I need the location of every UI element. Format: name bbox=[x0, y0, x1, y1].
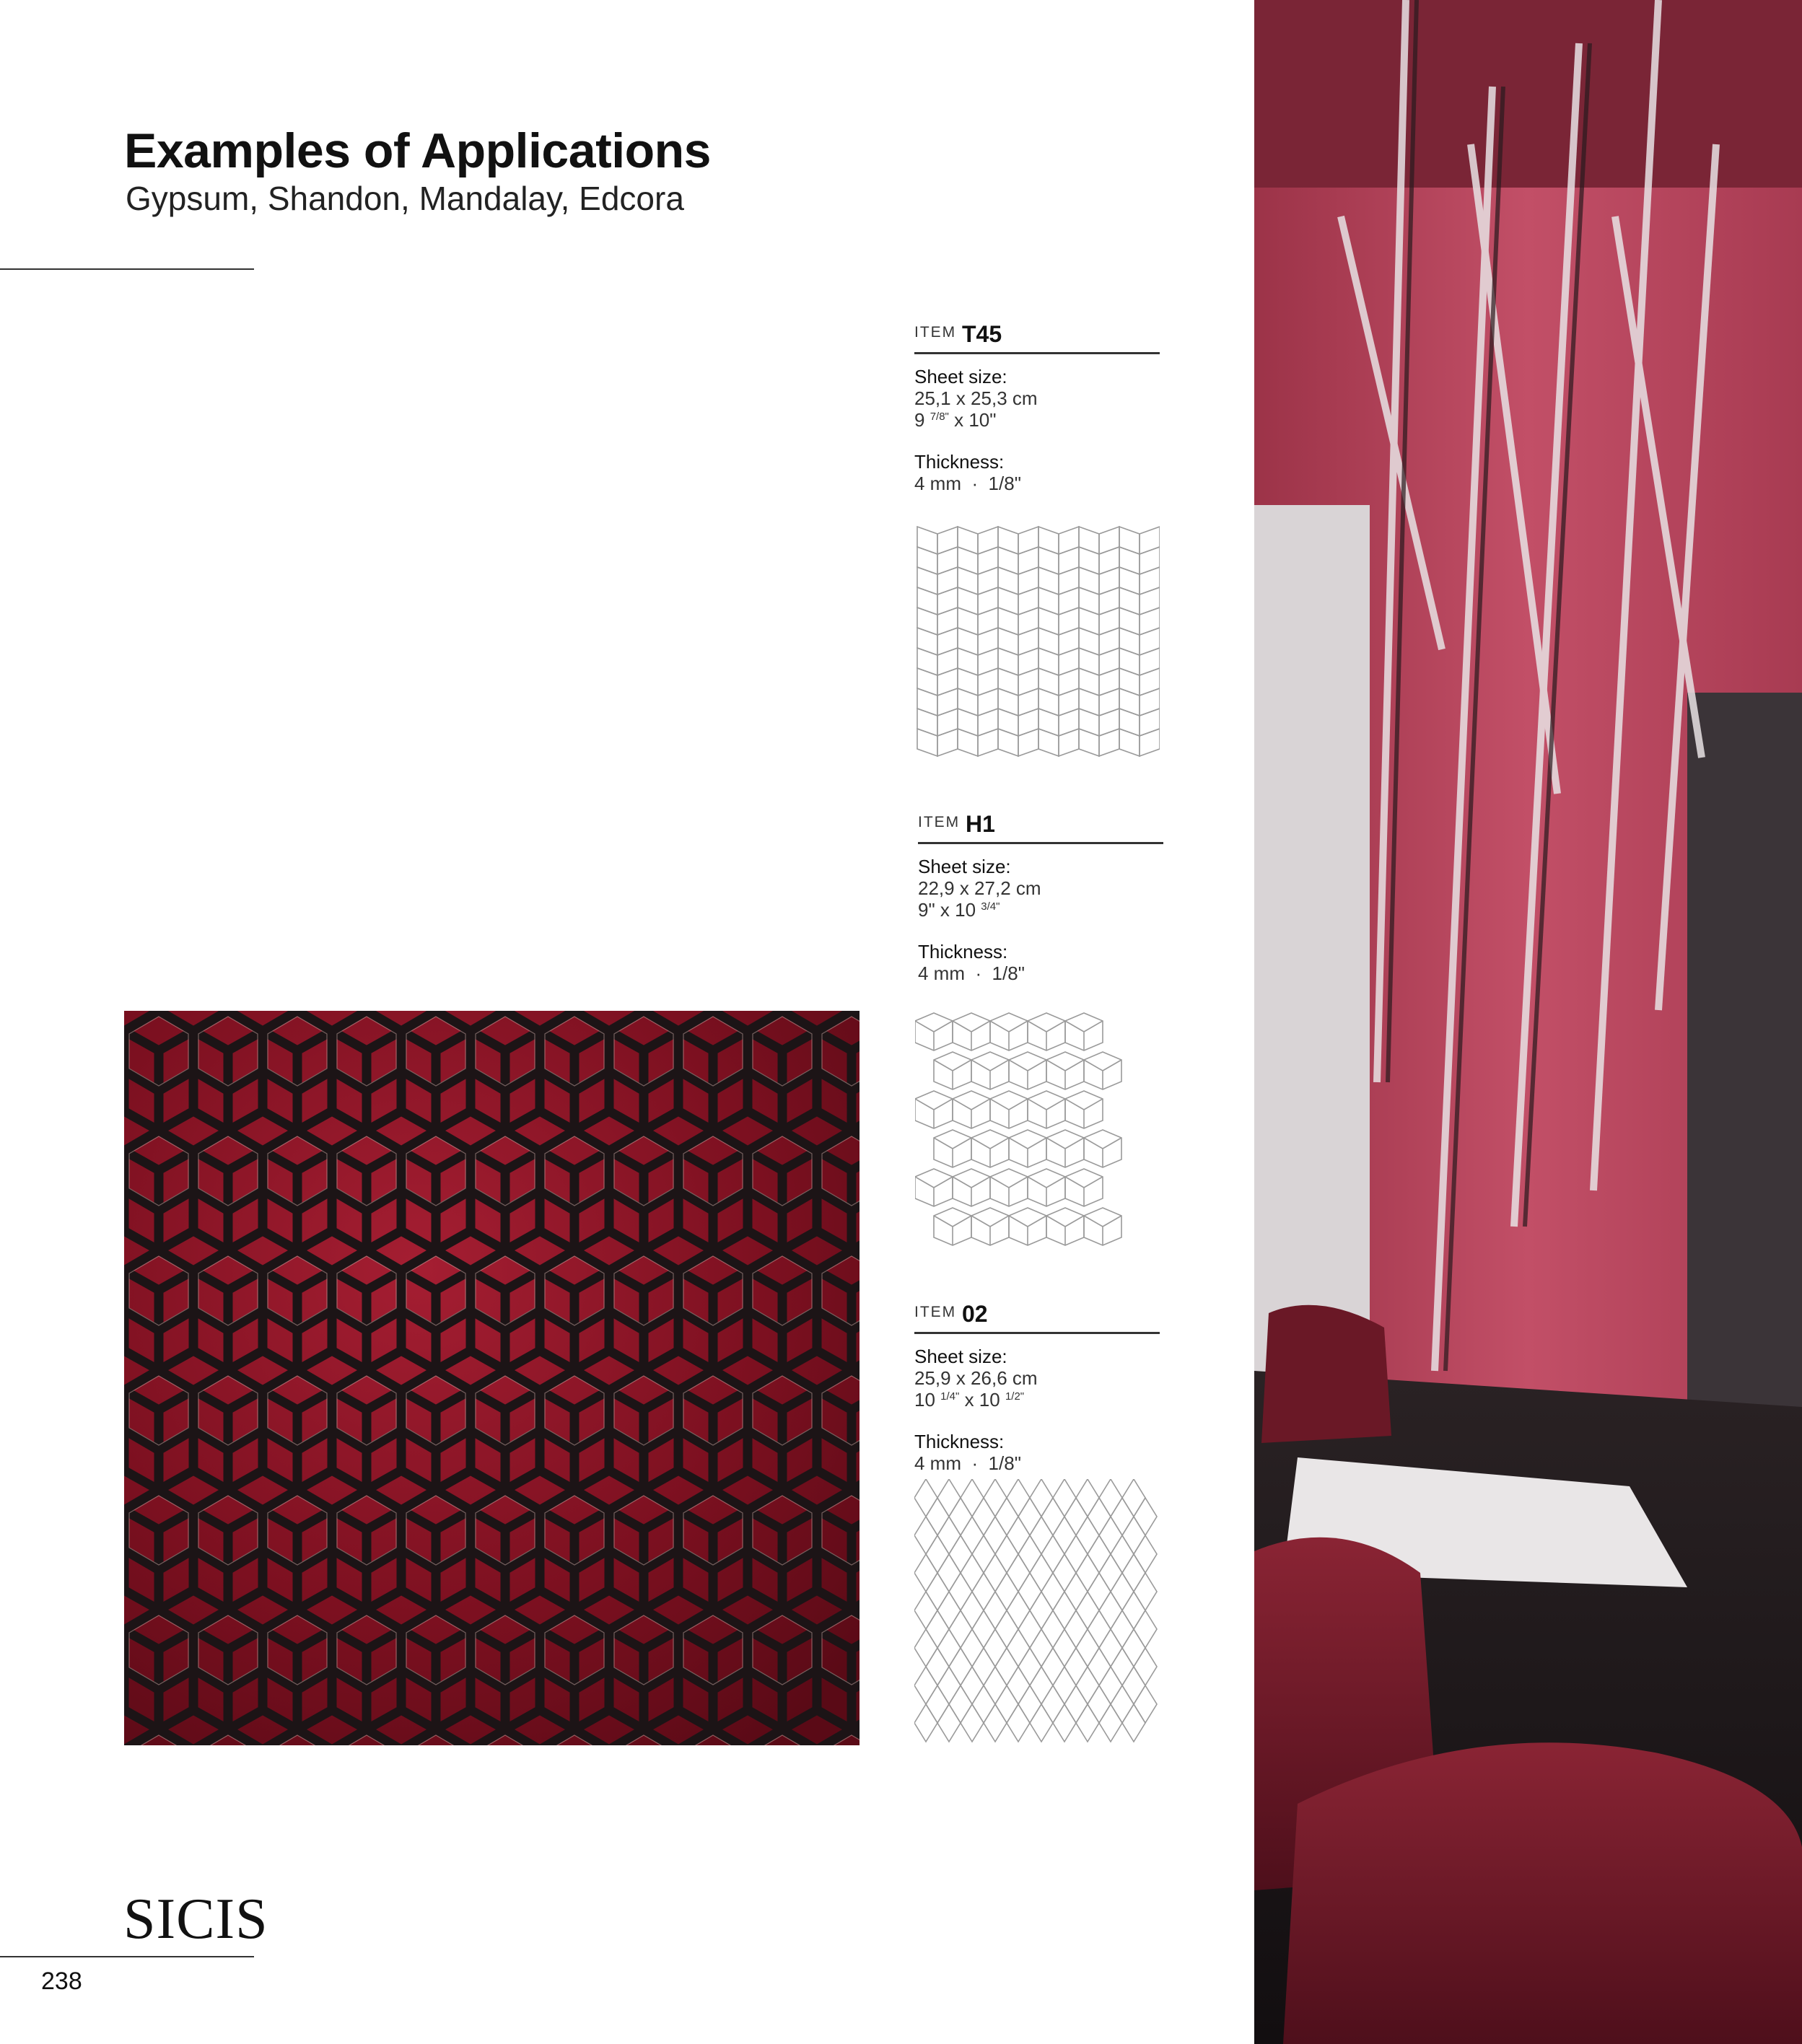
thickness-value: 4 mm · 1/8" bbox=[914, 473, 1021, 494]
item-spec-h1 bbox=[918, 809, 1163, 984]
02-pattern-diagram bbox=[914, 1479, 1167, 1746]
item-spec-t45 bbox=[914, 319, 1160, 494]
item-label: ITEM bbox=[918, 814, 961, 830]
item-header bbox=[918, 809, 1163, 844]
sheet-size-inches: 10 $^{1/4"}$ x 10 $^{1/2"}$ bbox=[914, 1389, 1025, 1411]
page-subtitle: Gypsum, Shandon, Mandalay, Edcora bbox=[126, 180, 684, 217]
header-divider bbox=[0, 268, 254, 270]
item-label: ITEM bbox=[914, 1304, 957, 1320]
brand-logo: SICIS bbox=[123, 1887, 268, 1951]
item-code: T45 bbox=[962, 321, 1002, 347]
sheet-size-block bbox=[914, 1346, 1160, 1411]
page-number: 238 bbox=[41, 1968, 82, 1995]
item-code: 02 bbox=[962, 1301, 988, 1327]
thickness-label: Thickness: bbox=[918, 941, 1008, 962]
t45-pattern-diagram bbox=[914, 525, 1160, 767]
sheet-size-cm: 25,9 x 26,6 cm bbox=[914, 1367, 1038, 1389]
thickness-block bbox=[914, 1431, 1160, 1474]
interior-application-photo bbox=[1254, 0, 1802, 2044]
h1-pattern-diagram bbox=[915, 1010, 1132, 1259]
sheet-size-block bbox=[918, 856, 1163, 921]
thickness-value: 4 mm · 1/8" bbox=[914, 1452, 1021, 1474]
item-header bbox=[914, 319, 1160, 354]
sheet-size-inches: 9" x 10 $^{3/4"}$ bbox=[918, 899, 1000, 921]
sheet-size-block bbox=[914, 366, 1160, 431]
item-code: H1 bbox=[966, 811, 995, 837]
page-title: Examples of Applications bbox=[124, 123, 711, 178]
thickness-value: 4 mm · 1/8" bbox=[918, 962, 1025, 984]
sheet-size-inches: 9 $^{7/8"}$ x 10" bbox=[914, 409, 997, 431]
thickness-label: Thickness: bbox=[914, 1431, 1005, 1452]
thickness-block bbox=[914, 451, 1160, 494]
thickness-block bbox=[918, 941, 1163, 984]
footer-divider bbox=[0, 1956, 254, 1957]
item-header bbox=[914, 1299, 1160, 1334]
thickness-label: Thickness: bbox=[914, 451, 1005, 473]
item-spec-02 bbox=[914, 1299, 1160, 1474]
sheet-size-label: Sheet size: bbox=[914, 366, 1007, 387]
sheet-size-cm: 25,1 x 25,3 cm bbox=[914, 387, 1038, 409]
sheet-size-label: Sheet size: bbox=[918, 856, 1011, 877]
sheet-size-label: Sheet size: bbox=[914, 1346, 1007, 1367]
mosaic-closeup-image bbox=[124, 1011, 860, 1745]
item-label: ITEM bbox=[914, 324, 957, 341]
sheet-size-cm: 22,9 x 27,2 cm bbox=[918, 877, 1041, 899]
